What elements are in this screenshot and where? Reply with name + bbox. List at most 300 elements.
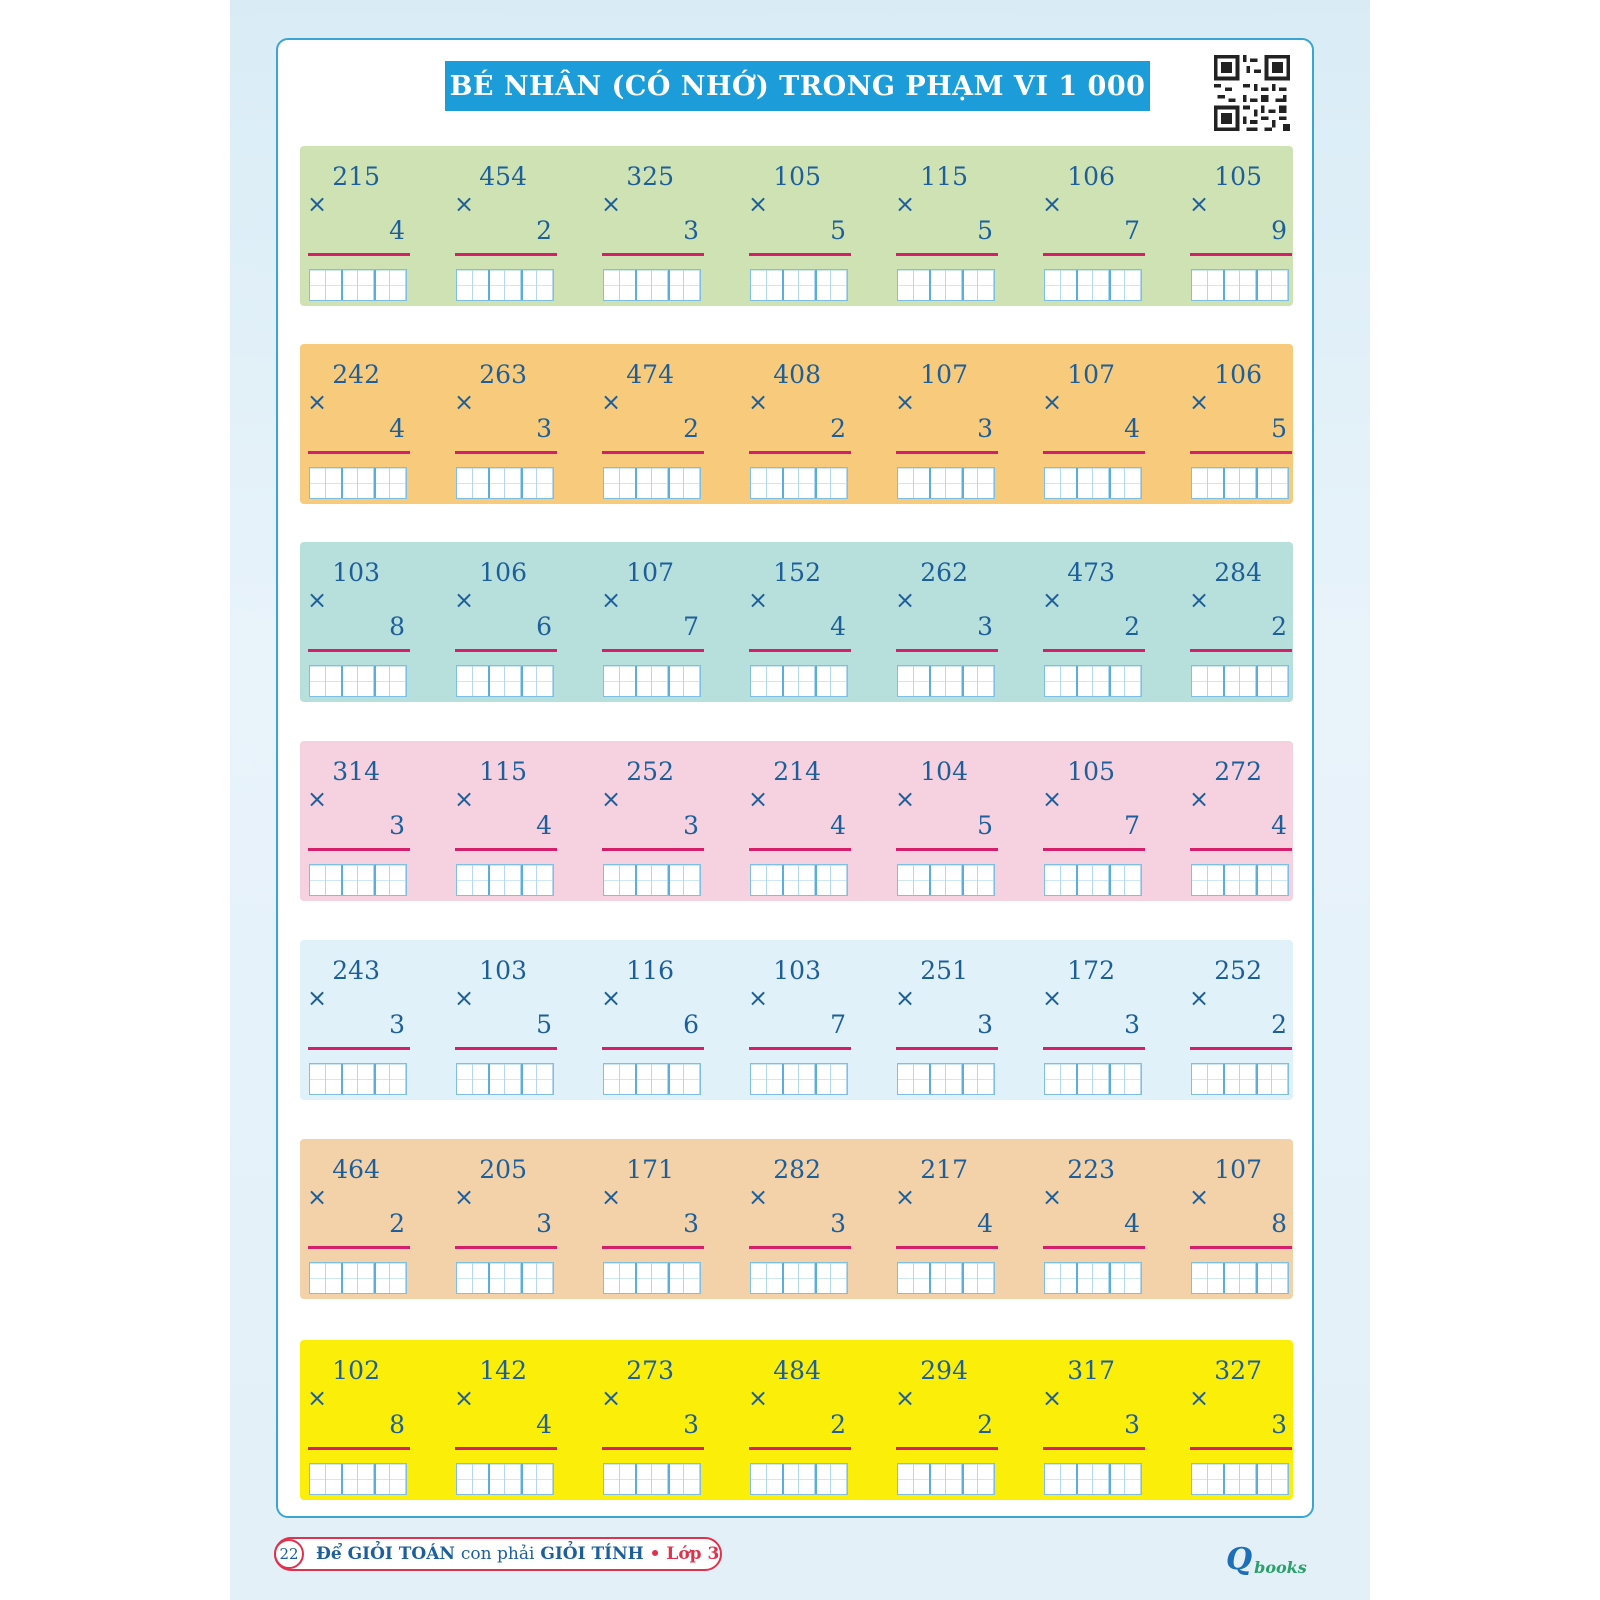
multiplicand: 263 bbox=[479, 360, 527, 389]
multiply-sign: × bbox=[307, 1384, 328, 1412]
multiply-sign: × bbox=[601, 1183, 622, 1211]
multiplier: 3 bbox=[389, 811, 405, 840]
answer-grid[interactable] bbox=[603, 1463, 701, 1495]
answer-grid[interactable] bbox=[309, 467, 407, 499]
multiplication-problem bbox=[599, 548, 703, 698]
multiply-sign: × bbox=[307, 586, 328, 614]
multiplicand: 284 bbox=[1214, 558, 1262, 587]
multiplier: 4 bbox=[389, 216, 405, 245]
problem-row-4 bbox=[300, 741, 1293, 901]
result-line bbox=[749, 649, 851, 652]
result-line bbox=[896, 1246, 998, 1249]
multiplication-problem bbox=[1040, 152, 1144, 302]
multiplier: 8 bbox=[389, 612, 405, 641]
multiplicand: 102 bbox=[332, 1356, 380, 1385]
multiplier: 7 bbox=[1124, 216, 1140, 245]
multiplicand: 115 bbox=[479, 757, 527, 786]
result-line bbox=[602, 1447, 704, 1450]
multiply-sign: × bbox=[895, 388, 916, 416]
answer-grid[interactable] bbox=[750, 665, 848, 697]
multiplicand: 325 bbox=[626, 162, 674, 191]
multiplicand: 243 bbox=[332, 956, 380, 985]
multiplicand: 105 bbox=[1214, 162, 1262, 191]
answer-grid[interactable] bbox=[897, 1063, 995, 1095]
answer-grid[interactable] bbox=[603, 864, 701, 896]
series-separator: • bbox=[649, 1544, 661, 1564]
result-line bbox=[308, 848, 410, 851]
multiplier: 3 bbox=[683, 216, 699, 245]
answer-grid[interactable] bbox=[897, 1463, 995, 1495]
answer-grid[interactable] bbox=[309, 1463, 407, 1495]
multiply-sign: × bbox=[748, 984, 769, 1012]
answer-grid[interactable] bbox=[897, 665, 995, 697]
multiply-sign: × bbox=[454, 190, 475, 218]
result-line bbox=[1190, 848, 1292, 851]
result-line bbox=[1190, 1447, 1292, 1450]
multiply-sign: × bbox=[895, 190, 916, 218]
answer-grid[interactable] bbox=[309, 864, 407, 896]
multiplier: 6 bbox=[536, 612, 552, 641]
result-line bbox=[1190, 649, 1292, 652]
multiplication-problem bbox=[1187, 946, 1291, 1096]
footer-series-title bbox=[274, 1537, 722, 1571]
multiplicand: 454 bbox=[479, 162, 527, 191]
result-line bbox=[1043, 1447, 1145, 1450]
answer-grid[interactable] bbox=[1191, 1463, 1289, 1495]
multiplier: 3 bbox=[683, 1410, 699, 1439]
multiply-sign: × bbox=[307, 785, 328, 813]
multiplication-problem bbox=[599, 946, 703, 1096]
multiplier: 3 bbox=[1124, 1010, 1140, 1039]
multiplication-problem bbox=[305, 1346, 409, 1496]
result-line bbox=[455, 253, 557, 256]
answer-grid[interactable] bbox=[1191, 1262, 1289, 1294]
multiply-sign: × bbox=[895, 1384, 916, 1412]
multiplier: 2 bbox=[1271, 1010, 1287, 1039]
series-middle: con phải bbox=[460, 1544, 535, 1564]
multiplication-problem bbox=[746, 747, 850, 897]
answer-grid[interactable] bbox=[1044, 1463, 1142, 1495]
multiplication-problem bbox=[1187, 1145, 1291, 1295]
multiplication-problem bbox=[599, 747, 703, 897]
multiply-sign: × bbox=[601, 785, 622, 813]
multiplication-problem bbox=[305, 946, 409, 1096]
answer-grid[interactable] bbox=[603, 1262, 701, 1294]
multiplication-problem bbox=[599, 350, 703, 500]
multiply-sign: × bbox=[454, 388, 475, 416]
multiply-sign: × bbox=[454, 984, 475, 1012]
multiplicand: 317 bbox=[1067, 1356, 1115, 1385]
multiply-sign: × bbox=[307, 1183, 328, 1211]
multiplication-problem bbox=[305, 152, 409, 302]
multiplier: 5 bbox=[1271, 414, 1287, 443]
answer-grid[interactable] bbox=[456, 269, 554, 301]
multiplicand: 103 bbox=[479, 956, 527, 985]
page-number: 22 bbox=[274, 1539, 304, 1569]
multiplier: 3 bbox=[1124, 1410, 1140, 1439]
answer-grid[interactable] bbox=[456, 665, 554, 697]
multiplication-problem bbox=[893, 548, 997, 698]
answer-grid[interactable] bbox=[1044, 864, 1142, 896]
result-line bbox=[602, 649, 704, 652]
multiply-sign: × bbox=[1042, 785, 1063, 813]
multiply-sign: × bbox=[601, 586, 622, 614]
multiplicand: 314 bbox=[332, 757, 380, 786]
result-line bbox=[455, 451, 557, 454]
multiplication-problem bbox=[599, 1346, 703, 1496]
answer-grid[interactable] bbox=[750, 269, 848, 301]
qr-code-icon bbox=[1214, 55, 1290, 131]
multiplicand: 152 bbox=[773, 558, 821, 587]
multiplicand: 327 bbox=[1214, 1356, 1262, 1385]
multiplication-problem bbox=[305, 548, 409, 698]
multiplication-problem bbox=[452, 946, 556, 1096]
multiplier: 9 bbox=[1271, 216, 1287, 245]
multiplicand: 106 bbox=[1214, 360, 1262, 389]
multiplier: 6 bbox=[683, 1010, 699, 1039]
multiplication-problem bbox=[599, 1145, 703, 1295]
result-line bbox=[1043, 1047, 1145, 1050]
multiplicand: 171 bbox=[626, 1155, 674, 1184]
multiply-sign: × bbox=[1189, 190, 1210, 218]
answer-grid[interactable] bbox=[897, 864, 995, 896]
multiplicand: 103 bbox=[773, 956, 821, 985]
multiply-sign: × bbox=[1042, 1384, 1063, 1412]
multiplication-problem bbox=[746, 548, 850, 698]
multiply-sign: × bbox=[895, 984, 916, 1012]
multiplier: 4 bbox=[1124, 414, 1140, 443]
multiply-sign: × bbox=[748, 1384, 769, 1412]
multiply-sign: × bbox=[1189, 984, 1210, 1012]
answer-grid[interactable] bbox=[1191, 665, 1289, 697]
multiply-sign: × bbox=[1042, 388, 1063, 416]
multiplier: 3 bbox=[977, 1010, 993, 1039]
multiply-sign: × bbox=[1042, 1183, 1063, 1211]
multiplication-problem bbox=[452, 747, 556, 897]
multiply-sign: × bbox=[1189, 1384, 1210, 1412]
problem-row-5 bbox=[300, 940, 1293, 1100]
multiply-sign: × bbox=[1042, 586, 1063, 614]
multiplication-problem bbox=[452, 152, 556, 302]
result-line bbox=[896, 1047, 998, 1050]
multiplicand: 106 bbox=[1067, 162, 1115, 191]
multiplicand: 282 bbox=[773, 1155, 821, 1184]
multiply-sign: × bbox=[454, 785, 475, 813]
multiplicand: 242 bbox=[332, 360, 380, 389]
result-line bbox=[308, 1047, 410, 1050]
multiplier: 4 bbox=[536, 811, 552, 840]
multiplication-problem bbox=[1187, 152, 1291, 302]
multiplication-problem bbox=[452, 350, 556, 500]
multiplicand: 107 bbox=[626, 558, 674, 587]
multiplier: 4 bbox=[1124, 1209, 1140, 1238]
multiply-sign: × bbox=[1042, 984, 1063, 1012]
answer-grid[interactable] bbox=[750, 467, 848, 499]
problem-row-1 bbox=[300, 146, 1293, 306]
multiply-sign: × bbox=[895, 586, 916, 614]
multiplicand: 217 bbox=[920, 1155, 968, 1184]
multiplier: 2 bbox=[536, 216, 552, 245]
problem-row-7 bbox=[300, 1340, 1293, 1500]
result-line bbox=[896, 649, 998, 652]
result-line bbox=[1190, 1047, 1292, 1050]
result-line bbox=[308, 1246, 410, 1249]
answer-grid[interactable] bbox=[897, 467, 995, 499]
multiplication-problem bbox=[746, 152, 850, 302]
result-line bbox=[455, 1047, 557, 1050]
result-line bbox=[455, 848, 557, 851]
result-line bbox=[602, 451, 704, 454]
answer-grid[interactable] bbox=[1044, 1063, 1142, 1095]
result-line bbox=[749, 1447, 851, 1450]
result-line bbox=[602, 253, 704, 256]
multiplication-problem bbox=[452, 1346, 556, 1496]
multiplier: 5 bbox=[977, 216, 993, 245]
result-line bbox=[749, 1047, 851, 1050]
multiplication-problem bbox=[1187, 1346, 1291, 1496]
multiplication-problem bbox=[1040, 350, 1144, 500]
series-highlight-1: GIỎI TOÁN bbox=[347, 1544, 455, 1564]
result-line bbox=[455, 649, 557, 652]
multiply-sign: × bbox=[895, 785, 916, 813]
result-line bbox=[749, 451, 851, 454]
multiplicand: 103 bbox=[332, 558, 380, 587]
answer-grid[interactable] bbox=[1191, 269, 1289, 301]
multiply-sign: × bbox=[454, 1183, 475, 1211]
multiplier: 4 bbox=[830, 612, 846, 641]
multiplicand: 214 bbox=[773, 757, 821, 786]
answer-grid[interactable] bbox=[456, 864, 554, 896]
result-line bbox=[308, 649, 410, 652]
answer-grid[interactable] bbox=[1191, 467, 1289, 499]
multiplicand: 105 bbox=[1067, 757, 1115, 786]
multiplication-problem bbox=[1040, 548, 1144, 698]
multiplication-problem bbox=[746, 350, 850, 500]
problem-row-3 bbox=[300, 542, 1293, 702]
result-line bbox=[1043, 1246, 1145, 1249]
multiplicand: 272 bbox=[1214, 757, 1262, 786]
result-line bbox=[455, 1246, 557, 1249]
multiplication-problem bbox=[893, 1346, 997, 1496]
series-grade: Lớp 3 bbox=[666, 1544, 720, 1564]
result-line bbox=[749, 1246, 851, 1249]
result-line bbox=[602, 1047, 704, 1050]
multiplier: 3 bbox=[536, 1209, 552, 1238]
multiplier: 4 bbox=[977, 1209, 993, 1238]
multiplier: 3 bbox=[683, 811, 699, 840]
result-line bbox=[749, 848, 851, 851]
multiply-sign: × bbox=[895, 1183, 916, 1211]
multiplication-problem bbox=[746, 1145, 850, 1295]
multiplicand: 172 bbox=[1067, 956, 1115, 985]
series-title bbox=[316, 1544, 719, 1564]
multiplier: 5 bbox=[830, 216, 846, 245]
multiplicand: 205 bbox=[479, 1155, 527, 1184]
answer-grid[interactable] bbox=[750, 1262, 848, 1294]
multiply-sign: × bbox=[1189, 388, 1210, 416]
multiplier: 4 bbox=[389, 414, 405, 443]
result-line bbox=[1043, 848, 1145, 851]
multiply-sign: × bbox=[601, 190, 622, 218]
multiply-sign: × bbox=[748, 586, 769, 614]
answer-grid[interactable] bbox=[1044, 467, 1142, 499]
result-line bbox=[308, 253, 410, 256]
answer-grid[interactable] bbox=[1044, 665, 1142, 697]
answer-grid[interactable] bbox=[750, 864, 848, 896]
multiply-sign: × bbox=[454, 1384, 475, 1412]
multiply-sign: × bbox=[1042, 190, 1063, 218]
answer-grid[interactable] bbox=[603, 1063, 701, 1095]
multiplication-problem bbox=[1187, 548, 1291, 698]
answer-grid[interactable] bbox=[456, 1463, 554, 1495]
result-line bbox=[455, 1447, 557, 1450]
multiplicand: 262 bbox=[920, 558, 968, 587]
multiplicand: 251 bbox=[920, 956, 968, 985]
multiplicand: 408 bbox=[773, 360, 821, 389]
answer-grid[interactable] bbox=[750, 1063, 848, 1095]
answer-grid[interactable] bbox=[456, 1063, 554, 1095]
multiplier: 2 bbox=[683, 414, 699, 443]
result-line bbox=[308, 1447, 410, 1450]
multiplier: 4 bbox=[536, 1410, 552, 1439]
result-line bbox=[1043, 253, 1145, 256]
multiplication-problem bbox=[893, 350, 997, 500]
multiplicand: 252 bbox=[626, 757, 674, 786]
multiplicand: 215 bbox=[332, 162, 380, 191]
multiplicand: 464 bbox=[332, 1155, 380, 1184]
result-line bbox=[1043, 451, 1145, 454]
result-line bbox=[1043, 649, 1145, 652]
series-prefix: Để bbox=[316, 1544, 342, 1564]
multiply-sign: × bbox=[601, 984, 622, 1012]
answer-grid[interactable] bbox=[897, 269, 995, 301]
multiplier: 3 bbox=[683, 1209, 699, 1238]
multiplier: 3 bbox=[389, 1010, 405, 1039]
answer-grid[interactable] bbox=[1191, 1063, 1289, 1095]
multiply-sign: × bbox=[601, 1384, 622, 1412]
logo-initial: Q bbox=[1226, 1542, 1253, 1577]
multiplicand: 107 bbox=[920, 360, 968, 389]
multiplicand: 105 bbox=[773, 162, 821, 191]
multiplicand: 107 bbox=[1214, 1155, 1262, 1184]
multiplicand: 294 bbox=[920, 1356, 968, 1385]
multiplicand: 107 bbox=[1067, 360, 1115, 389]
multiplier: 7 bbox=[683, 612, 699, 641]
multiplicand: 273 bbox=[626, 1356, 674, 1385]
multiplication-problem bbox=[746, 1346, 850, 1496]
multiplicand: 106 bbox=[479, 558, 527, 587]
result-line bbox=[602, 1246, 704, 1249]
answer-grid[interactable] bbox=[750, 1463, 848, 1495]
answer-grid[interactable] bbox=[897, 1262, 995, 1294]
multiplier: 2 bbox=[1124, 612, 1140, 641]
multiplication-problem bbox=[893, 1145, 997, 1295]
result-line bbox=[308, 451, 410, 454]
multiplication-problem bbox=[1040, 1346, 1144, 1496]
multiplicand: 484 bbox=[773, 1356, 821, 1385]
multiplier: 7 bbox=[1124, 811, 1140, 840]
multiplication-problem bbox=[893, 152, 997, 302]
result-line bbox=[1190, 451, 1292, 454]
answer-grid[interactable] bbox=[309, 269, 407, 301]
multiply-sign: × bbox=[1189, 1183, 1210, 1211]
multiply-sign: × bbox=[748, 1183, 769, 1211]
multiplier: 5 bbox=[536, 1010, 552, 1039]
multiplier: 8 bbox=[1271, 1209, 1287, 1238]
multiplier: 4 bbox=[1271, 811, 1287, 840]
multiplication-problem bbox=[746, 946, 850, 1096]
multiplicand: 474 bbox=[626, 360, 674, 389]
result-line bbox=[749, 253, 851, 256]
multiplication-problem bbox=[305, 747, 409, 897]
logo-rest: books bbox=[1254, 1558, 1307, 1577]
result-line bbox=[1190, 253, 1292, 256]
multiply-sign: × bbox=[1189, 586, 1210, 614]
multiplication-problem bbox=[305, 350, 409, 500]
multiplicand: 115 bbox=[920, 162, 968, 191]
multiplier: 3 bbox=[977, 414, 993, 443]
answer-grid[interactable] bbox=[1044, 269, 1142, 301]
multiply-sign: × bbox=[307, 190, 328, 218]
multiplication-problem bbox=[1187, 350, 1291, 500]
answer-grid[interactable] bbox=[603, 467, 701, 499]
answer-grid[interactable] bbox=[309, 1262, 407, 1294]
multiplication-problem bbox=[1040, 747, 1144, 897]
multiplier: 2 bbox=[830, 1410, 846, 1439]
multiplicand: 223 bbox=[1067, 1155, 1115, 1184]
multiplicand: 473 bbox=[1067, 558, 1115, 587]
result-line bbox=[896, 1447, 998, 1450]
multiplication-problem bbox=[305, 1145, 409, 1295]
problem-row-6 bbox=[300, 1139, 1293, 1299]
multiplier: 2 bbox=[389, 1209, 405, 1238]
multiply-sign: × bbox=[601, 388, 622, 416]
answer-grid[interactable] bbox=[456, 467, 554, 499]
multiplication-problem bbox=[452, 548, 556, 698]
page-title: BÉ NHÂN (CÓ NHỚ) TRONG PHẠM VI 1 000 bbox=[445, 61, 1150, 111]
multiplier: 2 bbox=[830, 414, 846, 443]
result-line bbox=[896, 848, 998, 851]
answer-grid[interactable] bbox=[309, 1063, 407, 1095]
multiply-sign: × bbox=[1189, 785, 1210, 813]
multiply-sign: × bbox=[748, 785, 769, 813]
answer-grid[interactable] bbox=[1191, 864, 1289, 896]
answer-grid[interactable] bbox=[603, 269, 701, 301]
multiplicand: 252 bbox=[1214, 956, 1262, 985]
multiplier: 3 bbox=[1271, 1410, 1287, 1439]
multiplication-problem bbox=[452, 1145, 556, 1295]
answer-grid[interactable] bbox=[603, 665, 701, 697]
answer-grid[interactable] bbox=[1044, 1262, 1142, 1294]
series-highlight-2: GIỎI TÍNH bbox=[540, 1544, 644, 1564]
multiplier: 2 bbox=[977, 1410, 993, 1439]
multiplier: 3 bbox=[977, 612, 993, 641]
multiply-sign: × bbox=[307, 388, 328, 416]
result-line bbox=[896, 451, 998, 454]
multiplier: 7 bbox=[830, 1010, 846, 1039]
problem-row-2 bbox=[300, 344, 1293, 504]
multiplication-problem bbox=[599, 152, 703, 302]
multiply-sign: × bbox=[748, 388, 769, 416]
result-line bbox=[602, 848, 704, 851]
result-line bbox=[1190, 1246, 1292, 1249]
multiply-sign: × bbox=[454, 586, 475, 614]
multiplicand: 116 bbox=[626, 956, 674, 985]
qbooks-logo bbox=[1226, 1537, 1307, 1577]
answer-grid[interactable] bbox=[456, 1262, 554, 1294]
answer-grid[interactable] bbox=[309, 665, 407, 697]
multiplication-problem bbox=[893, 747, 997, 897]
